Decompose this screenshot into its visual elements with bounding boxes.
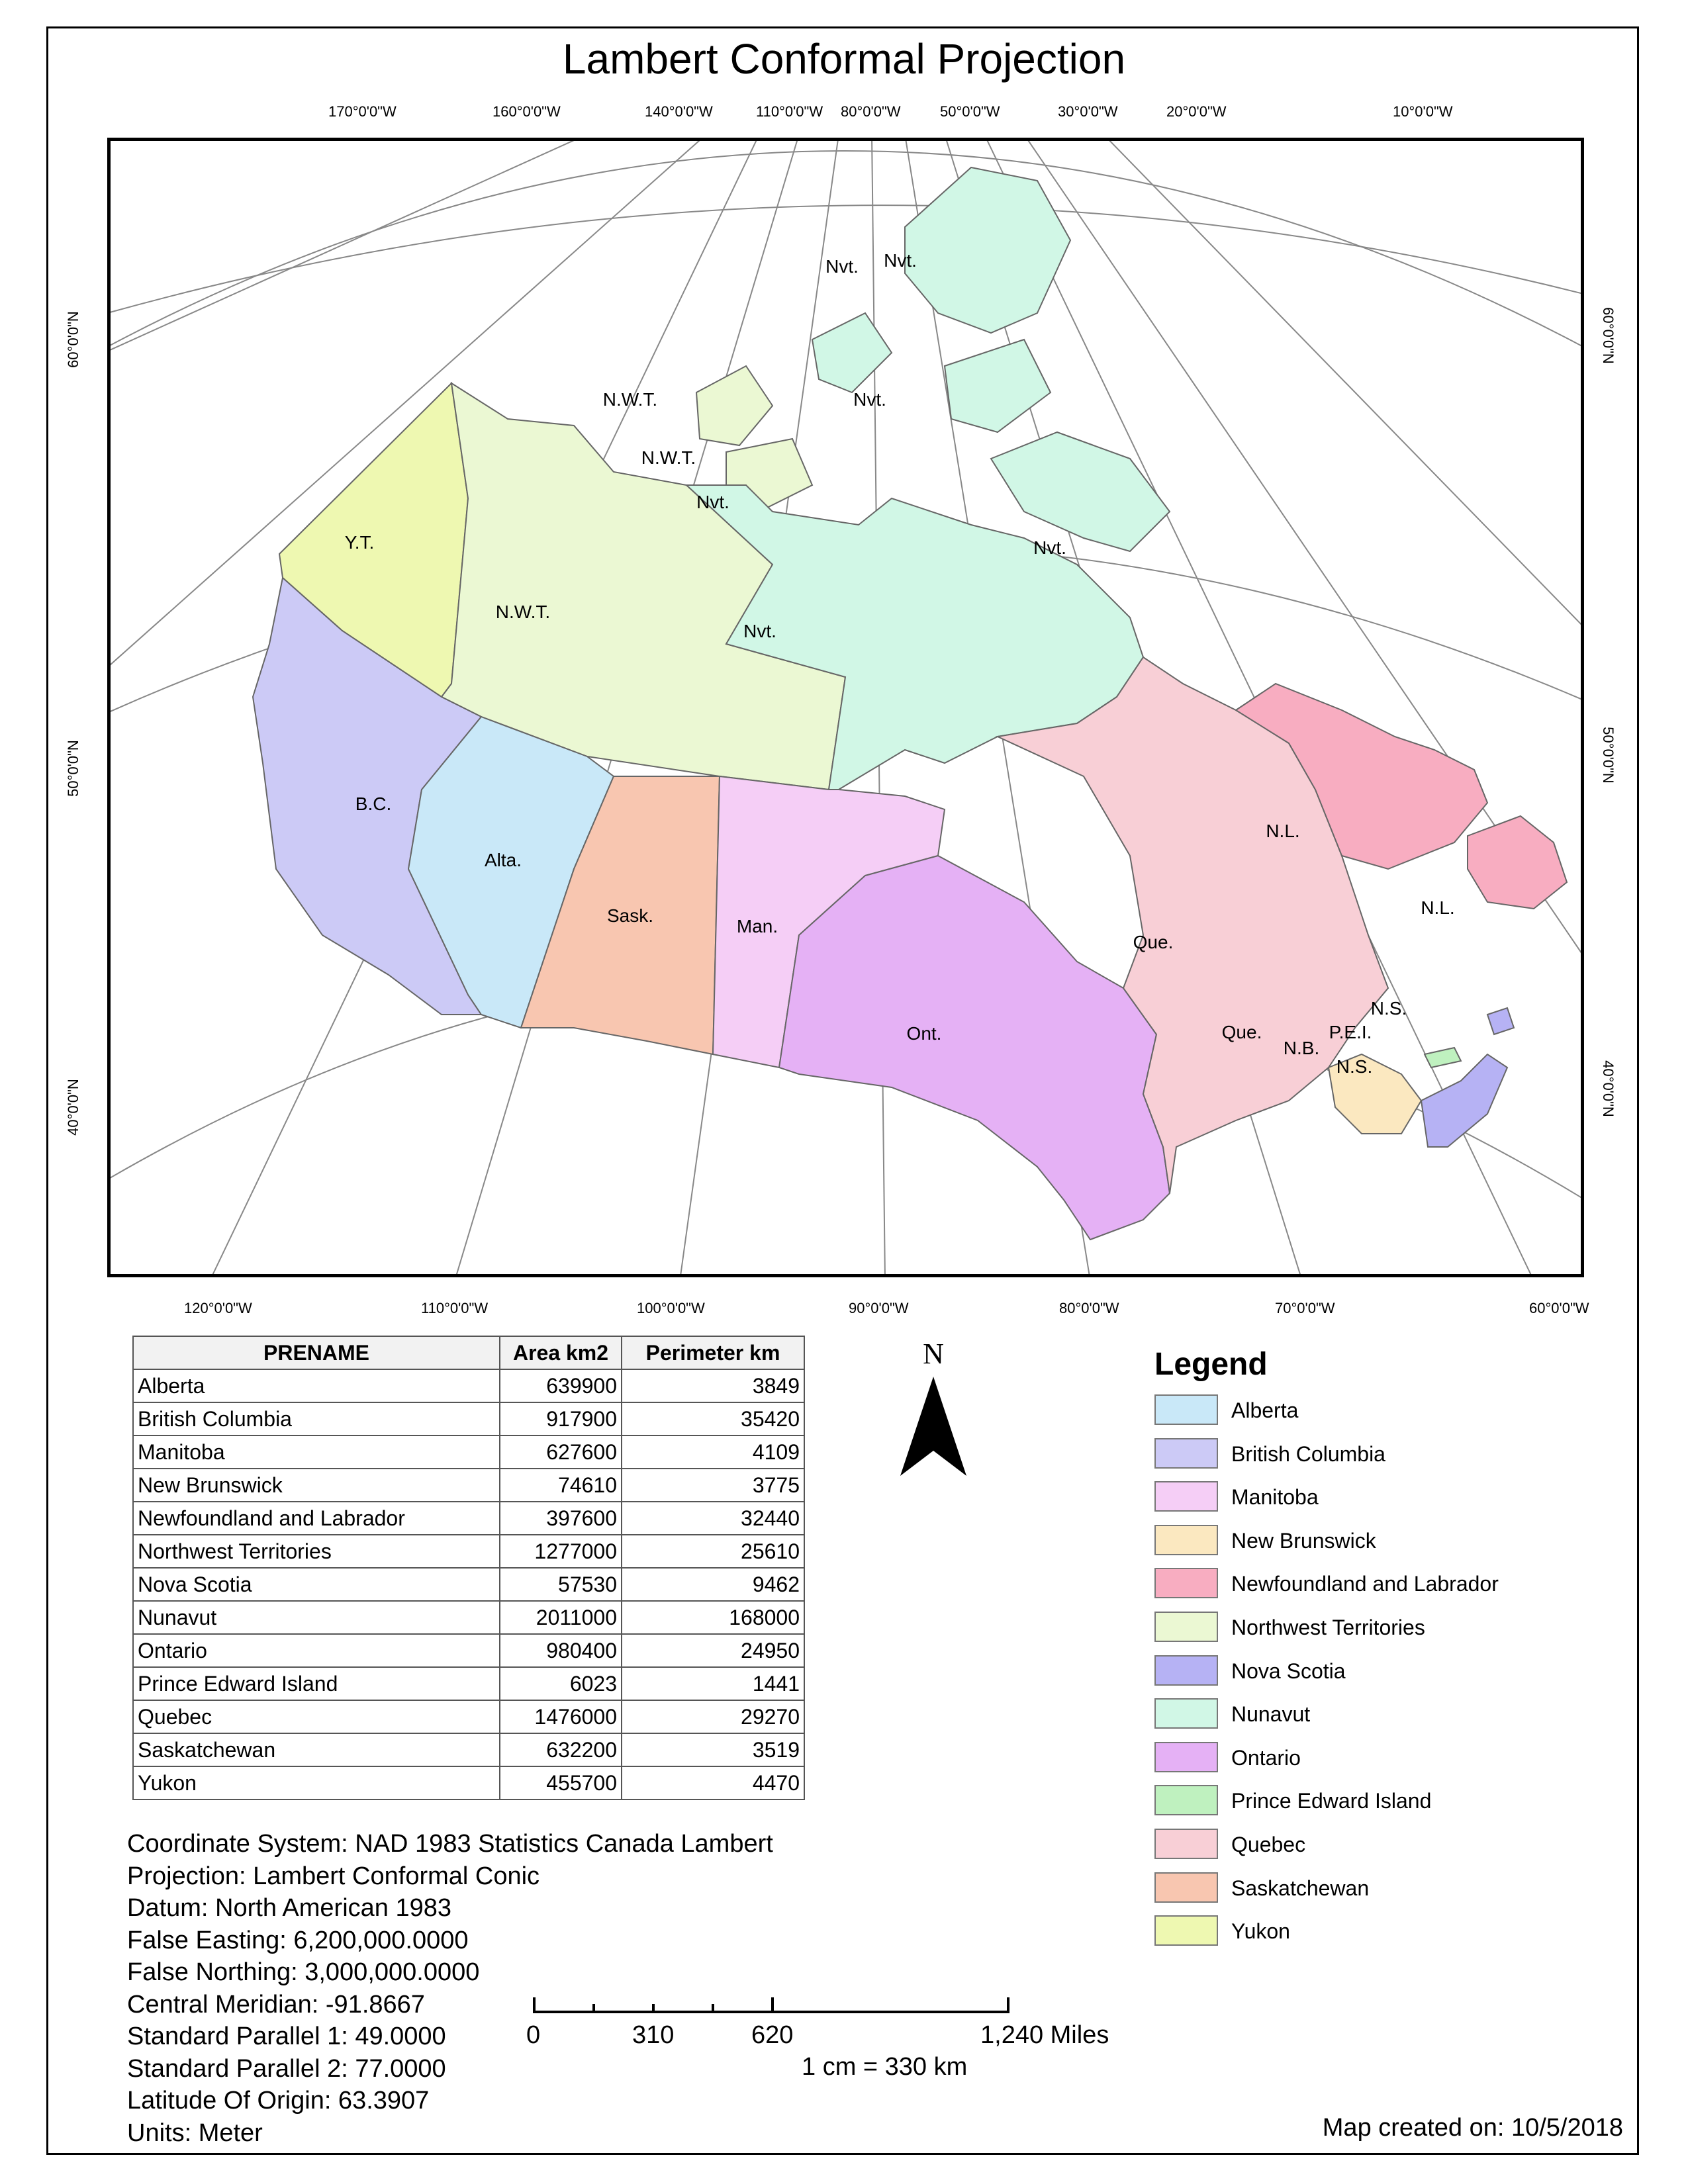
map-title: Lambert Conformal Projection bbox=[562, 35, 1126, 83]
top-lon-label: 170°0'0"W bbox=[328, 103, 397, 120]
legend-label: Prince Edward Island bbox=[1231, 1789, 1432, 1813]
north-arrow-icon bbox=[897, 1377, 970, 1489]
coord-line: Coordinate System: NAD 1983 Statistics Canada Lambert bbox=[127, 1830, 773, 1858]
legend-label: Ontario bbox=[1231, 1745, 1301, 1770]
cell-perimeter: 4470 bbox=[622, 1766, 804, 1799]
table-row bbox=[133, 1369, 804, 1402]
legend-item bbox=[1154, 1915, 1290, 1959]
map-panel bbox=[107, 138, 1584, 1277]
label-man: Man. bbox=[736, 916, 778, 936]
bottom-lon-label: 100°0'0"W bbox=[637, 1300, 705, 1316]
label-nl: N.L. bbox=[1266, 821, 1300, 841]
table-row bbox=[133, 1634, 804, 1667]
top-lon-label: 160°0'0"W bbox=[492, 103, 561, 120]
label-nwt: N.W.T. bbox=[495, 602, 551, 622]
legend-item bbox=[1154, 1698, 1311, 1742]
cell-name: Manitoba bbox=[133, 1435, 500, 1469]
legend-swatch bbox=[1154, 1481, 1218, 1512]
scale-label-620: 620 bbox=[751, 2021, 794, 2049]
pei-region bbox=[1425, 1048, 1461, 1068]
cell-name: Ontario bbox=[133, 1634, 500, 1667]
label-nvt: Nvt. bbox=[825, 256, 859, 277]
column-header: PRENAME bbox=[133, 1336, 500, 1369]
legend-swatch bbox=[1154, 1568, 1218, 1598]
legend-label: Nova Scotia bbox=[1231, 1659, 1346, 1683]
legend-item bbox=[1154, 1438, 1385, 1482]
legend-item bbox=[1154, 1394, 1299, 1438]
label-nvt: Nvt. bbox=[853, 389, 886, 410]
label-sask: Sask. bbox=[606, 905, 654, 926]
legend-swatch bbox=[1154, 1872, 1218, 1903]
cell-name: Nunavut bbox=[133, 1601, 500, 1634]
legend-label: Newfoundland and Labrador bbox=[1231, 1572, 1499, 1596]
table-row bbox=[133, 1601, 804, 1634]
cell-perimeter: 29270 bbox=[622, 1700, 804, 1733]
top-lon-label: 30°0'0"W bbox=[1058, 103, 1118, 120]
left-lat-label: 40°0'0"N bbox=[64, 1079, 81, 1136]
bottom-lon-label: 110°0'0"W bbox=[421, 1300, 489, 1316]
legend-swatch bbox=[1154, 1742, 1218, 1772]
label-alta: Alta. bbox=[484, 850, 522, 870]
legend-item bbox=[1154, 1481, 1319, 1525]
legend-label: Northwest Territories bbox=[1231, 1615, 1425, 1639]
left-lat-label: 60°0'0"N bbox=[64, 311, 81, 368]
cell-area: 627600 bbox=[500, 1435, 622, 1469]
top-lon-label: 20°0'0"W bbox=[1166, 103, 1227, 120]
right-lat-label: 60°0'0"N bbox=[1599, 307, 1617, 364]
cell-perimeter: 3775 bbox=[622, 1469, 804, 1502]
ns-region bbox=[1421, 1008, 1514, 1147]
legend-label: Yukon bbox=[1231, 1919, 1290, 1944]
cell-area: 57530 bbox=[500, 1568, 622, 1601]
cell-perimeter: 3849 bbox=[622, 1369, 804, 1402]
legend-items bbox=[1154, 1394, 1499, 1959]
label-nvt: Nvt. bbox=[743, 621, 776, 641]
legend-swatch bbox=[1154, 1698, 1218, 1729]
legend-swatch bbox=[1154, 1785, 1218, 1815]
bottom-lon-label: 80°0'0"W bbox=[1059, 1300, 1119, 1316]
cell-name: Newfoundland and Labrador bbox=[133, 1502, 500, 1535]
top-lon-label: 80°0'0"W bbox=[841, 103, 901, 120]
cell-name: British Columbia bbox=[133, 1402, 500, 1435]
cell-name: Northwest Territories bbox=[133, 1535, 500, 1568]
legend-item bbox=[1154, 1872, 1370, 1916]
table-row bbox=[133, 1469, 804, 1502]
coordinate-info bbox=[127, 1828, 773, 2149]
column-header: Perimeter km bbox=[622, 1336, 804, 1369]
cell-area: 2011000 bbox=[500, 1601, 622, 1634]
top-lon-label: 140°0'0"W bbox=[645, 103, 713, 120]
cell-area: 397600 bbox=[500, 1502, 622, 1535]
legend-swatch bbox=[1154, 1829, 1218, 1859]
label-pei: P.E.I. bbox=[1329, 1022, 1372, 1042]
bottom-lon-label: 60°0'0"W bbox=[1529, 1300, 1589, 1316]
legend-swatch bbox=[1154, 1612, 1218, 1642]
coord-line: Latitude Of Origin: 63.3907 bbox=[127, 2087, 430, 2115]
scale-ratio: 1 cm = 330 km bbox=[802, 2053, 968, 2081]
cell-perimeter: 35420 bbox=[622, 1402, 804, 1435]
table-row bbox=[133, 1568, 804, 1601]
label-que: Que. bbox=[1133, 932, 1174, 952]
legend-label: Quebec bbox=[1231, 1832, 1306, 1856]
north-arrow bbox=[897, 1337, 970, 1489]
top-lon-label: 10°0'0"W bbox=[1393, 103, 1453, 120]
legend-item bbox=[1154, 1785, 1432, 1829]
table-row bbox=[133, 1700, 804, 1733]
label-que: Que. bbox=[1221, 1022, 1262, 1042]
table-row bbox=[133, 1435, 804, 1469]
table-row bbox=[133, 1535, 804, 1568]
legend-swatch bbox=[1154, 1655, 1218, 1686]
legend-label: Nunavut bbox=[1231, 1702, 1311, 1727]
bottom-lon-label: 90°0'0"W bbox=[849, 1300, 909, 1316]
coord-line: Units: Meter bbox=[127, 2118, 263, 2147]
legend-item bbox=[1154, 1829, 1306, 1872]
cell-perimeter: 32440 bbox=[622, 1502, 804, 1535]
legend-item bbox=[1154, 1568, 1499, 1612]
map-graticule-svg bbox=[111, 141, 1584, 1277]
bottom-lon-label: 120°0'0"W bbox=[184, 1300, 252, 1316]
cell-area: 980400 bbox=[500, 1634, 622, 1667]
attribute-table bbox=[132, 1336, 805, 1800]
ontario-region bbox=[779, 856, 1170, 1240]
created-date: Map created on: 10/5/2018 bbox=[1322, 2114, 1623, 2142]
right-lat-label: 40°0'0"N bbox=[1599, 1060, 1617, 1117]
cell-area: 639900 bbox=[500, 1369, 622, 1402]
legend bbox=[1154, 1346, 1499, 1959]
legend-swatch bbox=[1154, 1394, 1218, 1425]
legend-label: Manitoba bbox=[1231, 1485, 1319, 1510]
coord-line: Central Meridian: -91.8667 bbox=[127, 1990, 425, 2019]
cell-area: 1277000 bbox=[500, 1535, 622, 1568]
scale-label-0: 0 bbox=[526, 2021, 541, 2049]
cell-area: 6023 bbox=[500, 1667, 622, 1700]
coord-line: Standard Parallel 1: 49.0000 bbox=[127, 2023, 446, 2050]
legend-item bbox=[1154, 1742, 1301, 1786]
cell-name: Nova Scotia bbox=[133, 1568, 500, 1601]
label-nb: N.B. bbox=[1283, 1038, 1320, 1058]
cell-area: 917900 bbox=[500, 1402, 622, 1435]
north-label: N bbox=[923, 1338, 944, 1370]
table-row bbox=[133, 1402, 804, 1435]
cell-perimeter: 9462 bbox=[622, 1568, 804, 1601]
coord-line: False Northing: 3,000,000.0000 bbox=[127, 1958, 480, 1986]
cell-name: Quebec bbox=[133, 1700, 500, 1733]
legend-swatch bbox=[1154, 1915, 1218, 1946]
scale-label-310: 310 bbox=[632, 2021, 675, 2049]
coord-line: Projection: Lambert Conformal Conic bbox=[127, 1862, 540, 1890]
cell-perimeter: 3519 bbox=[622, 1733, 804, 1766]
legend-item bbox=[1154, 1655, 1346, 1699]
cell-perimeter: 24950 bbox=[622, 1634, 804, 1667]
legend-label: British Columbia bbox=[1231, 1441, 1385, 1466]
label-nvt: Nvt. bbox=[1033, 537, 1066, 558]
label-yt: Y.T. bbox=[344, 532, 375, 553]
label-bc: B.C. bbox=[355, 794, 392, 814]
bottom-lon-label: 70°0'0"W bbox=[1275, 1300, 1335, 1316]
cell-area: 455700 bbox=[500, 1766, 622, 1799]
label-nl: N.L. bbox=[1421, 897, 1455, 918]
cell-name: Alberta bbox=[133, 1369, 500, 1402]
cell-area: 1476000 bbox=[500, 1700, 622, 1733]
cell-name: New Brunswick bbox=[133, 1469, 500, 1502]
left-lat-label: 50°0'0"N bbox=[64, 740, 81, 797]
top-lon-label: 110°0'0"W bbox=[756, 103, 823, 120]
legend-item bbox=[1154, 1612, 1425, 1655]
label-ns: N.S. bbox=[1336, 1056, 1373, 1077]
cell-name: Saskatchewan bbox=[133, 1733, 500, 1766]
legend-swatch bbox=[1154, 1525, 1218, 1555]
cell-perimeter: 1441 bbox=[622, 1667, 804, 1700]
table-header-row bbox=[133, 1336, 804, 1369]
top-lon-label: 50°0'0"W bbox=[940, 103, 1000, 120]
scale-bar-graphic bbox=[533, 1992, 1009, 2019]
cell-area: 74610 bbox=[500, 1469, 622, 1502]
cell-perimeter: 168000 bbox=[622, 1601, 804, 1634]
scale-bar bbox=[526, 1992, 1109, 2085]
coord-line: Datum: North American 1983 bbox=[127, 1894, 452, 1922]
table-row bbox=[133, 1502, 804, 1535]
label-ns: N.S. bbox=[1370, 998, 1407, 1019]
right-lat-label: 50°0'0"N bbox=[1599, 727, 1617, 784]
label-nvt: Nvt. bbox=[696, 492, 729, 512]
label-ont: Ont. bbox=[906, 1023, 942, 1044]
cell-name: Yukon bbox=[133, 1766, 500, 1799]
cell-perimeter: 4109 bbox=[622, 1435, 804, 1469]
table-row bbox=[133, 1667, 804, 1700]
cell-perimeter: 25610 bbox=[622, 1535, 804, 1568]
label-nvt: Nvt. bbox=[884, 250, 917, 271]
column-header: Area km2 bbox=[500, 1336, 622, 1369]
label-nwt-island: N.W.T. bbox=[602, 389, 658, 410]
coord-line: False Easting: 6,200,000.0000 bbox=[127, 1926, 469, 1954]
legend-label: Alberta bbox=[1231, 1398, 1299, 1422]
scale-label-1240: 1,240 Miles bbox=[980, 2021, 1109, 2049]
table-row bbox=[133, 1766, 804, 1799]
coord-line: Standard Parallel 2: 77.0000 bbox=[127, 2054, 446, 2083]
legend-item bbox=[1154, 1525, 1376, 1569]
cell-name: Prince Edward Island bbox=[133, 1667, 500, 1700]
cell-area: 632200 bbox=[500, 1733, 622, 1766]
legend-label: Saskatchewan bbox=[1231, 1876, 1370, 1900]
label-nwt-island: N.W.T. bbox=[641, 447, 696, 468]
legend-title: Legend bbox=[1154, 1347, 1268, 1382]
legend-swatch bbox=[1154, 1438, 1218, 1469]
legend-label: New Brunswick bbox=[1231, 1528, 1376, 1553]
provinces bbox=[253, 167, 1567, 1240]
table-row bbox=[133, 1733, 804, 1766]
